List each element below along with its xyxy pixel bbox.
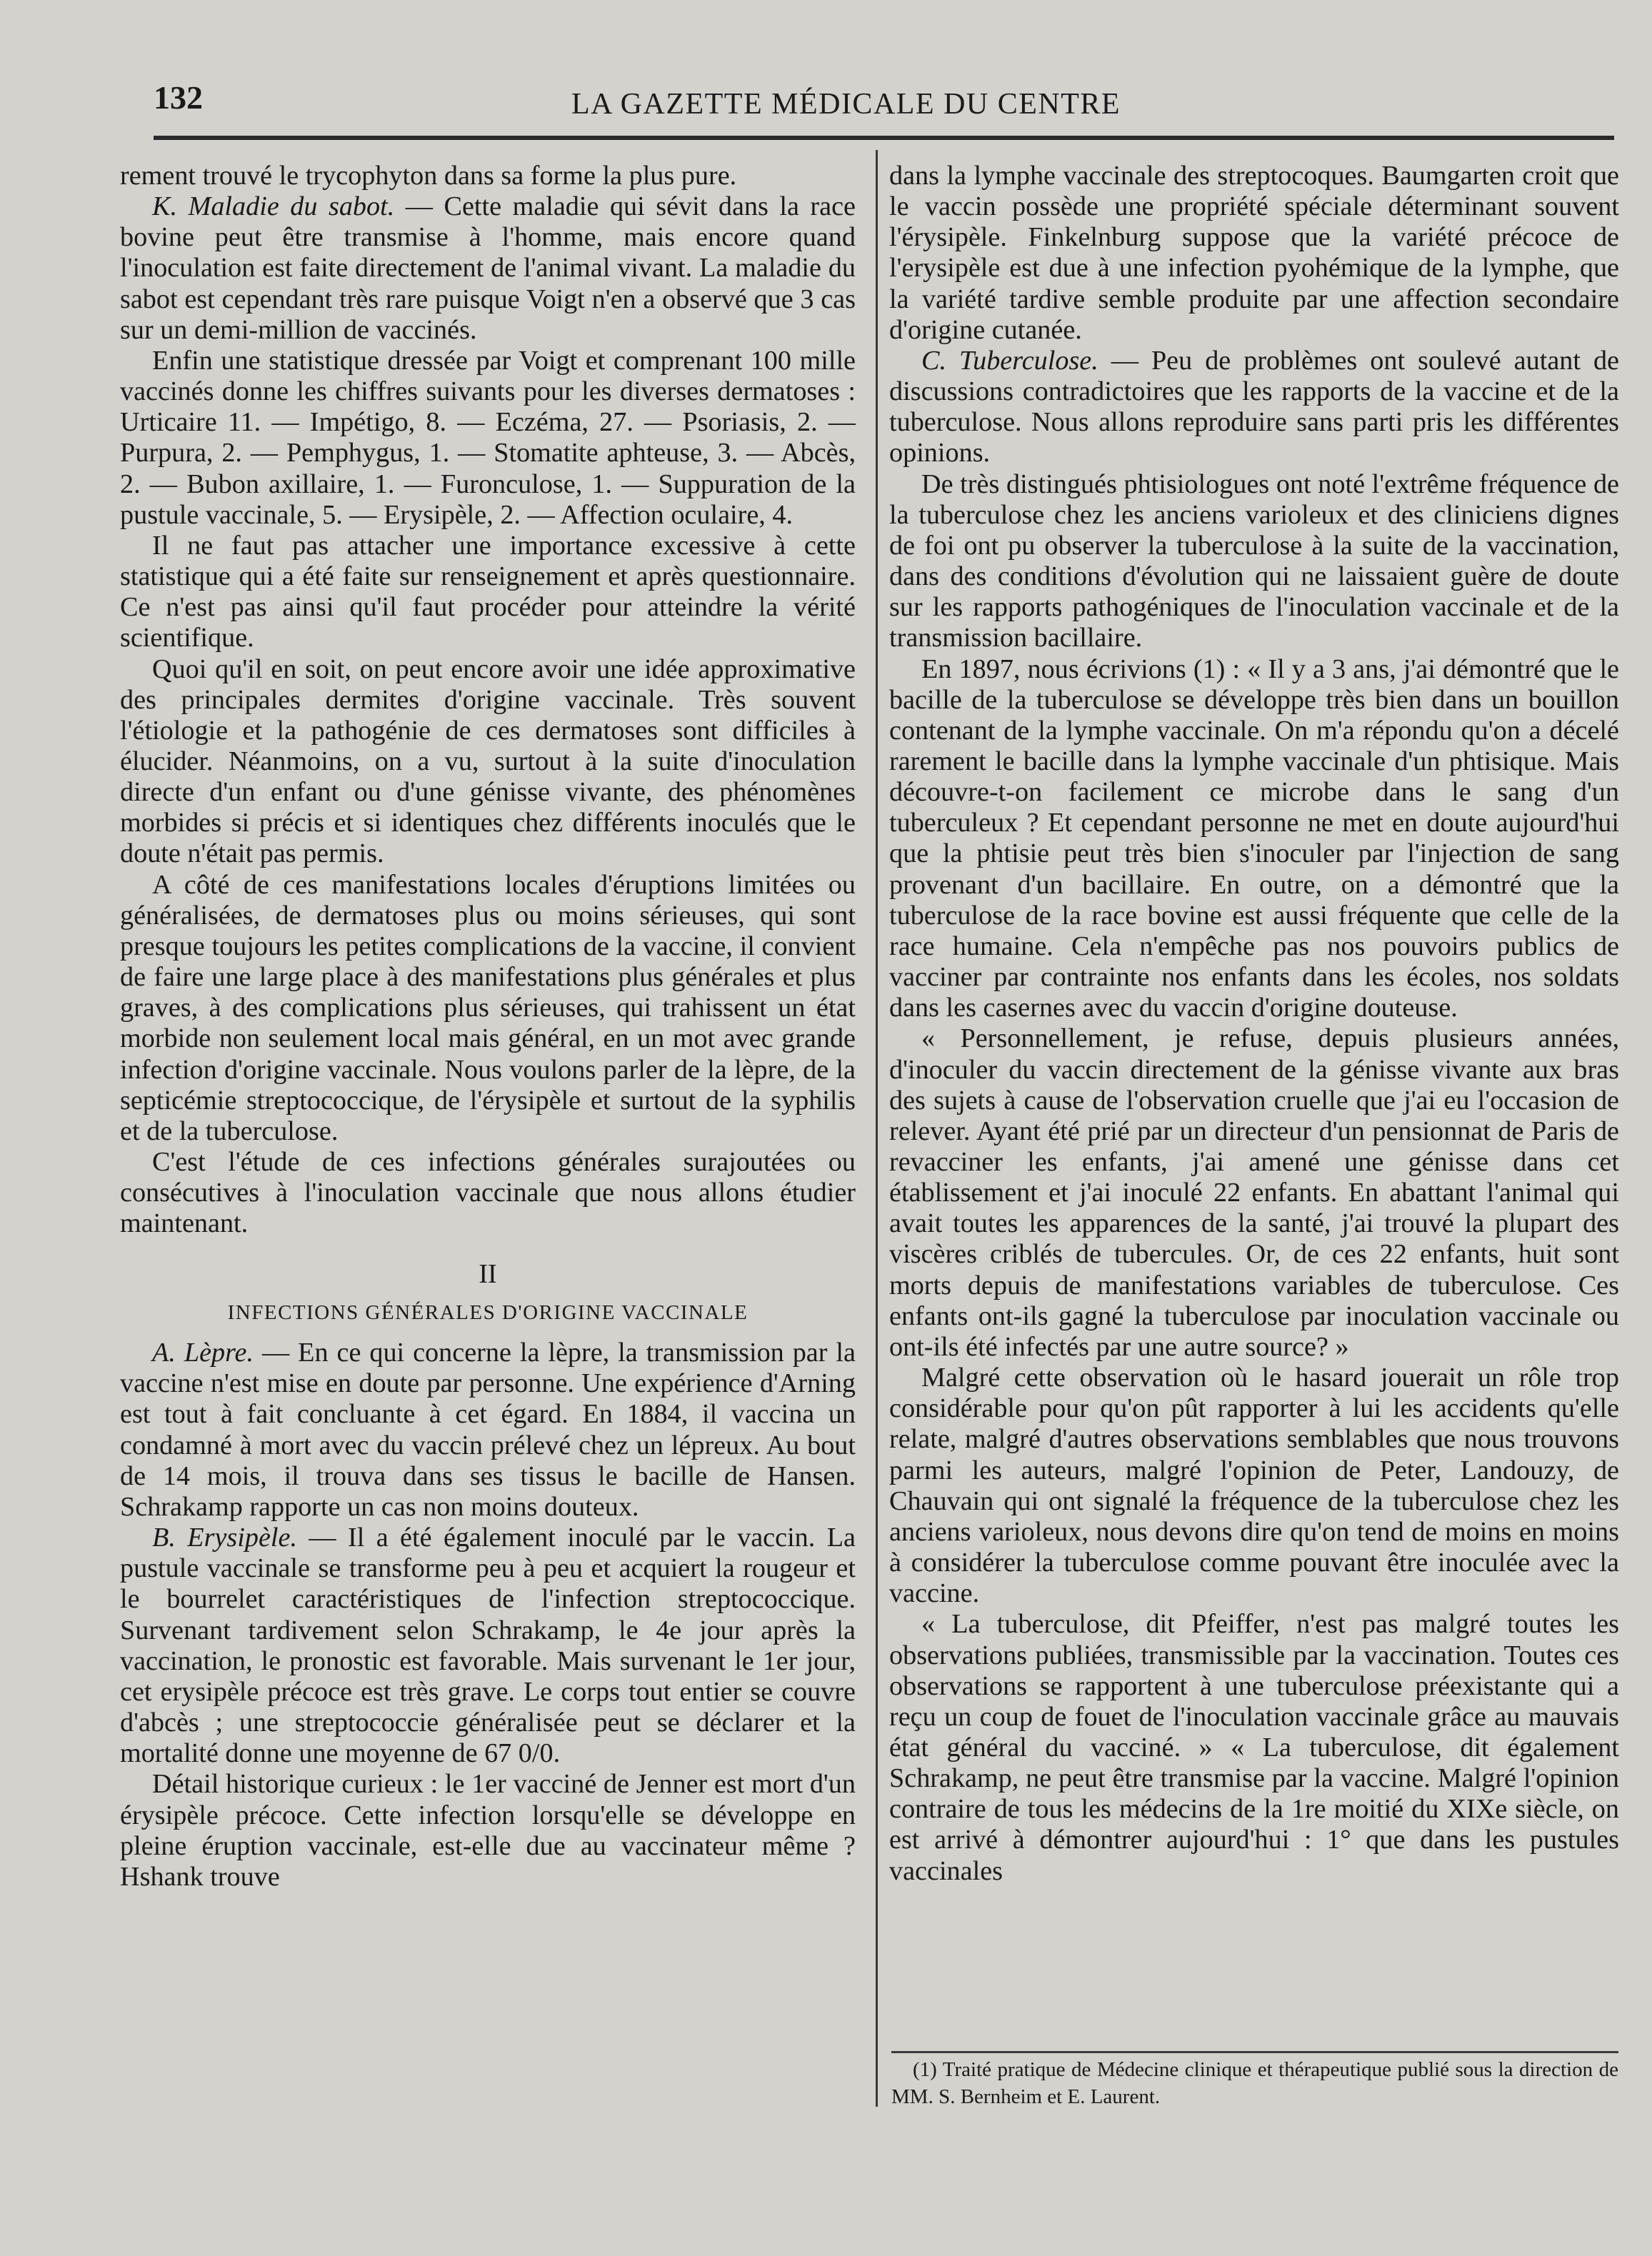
paragraph-tuberculose bbox=[889, 346, 1619, 469]
paragraph: dans la lymphe vaccinale des streptocoques. Baumgarten croit que le vaccin possède une propriété spéciale déterminant souvent l'érysipèle. Finkelnburg suppose que la variété précoce de l'erysipèle est due à une infection pyohémique de la lymphe, que la variété tardive semble produite par une affection secondaire d'origine cutanée. bbox=[889, 161, 1619, 345]
paragraph-text: — Peu de problèmes ont soulevé autant de discussions contradictoires que les rapports de la vaccine et de la tuberculose. Nous allons reproduire sans parti pris les différentes opinions. bbox=[889, 345, 1619, 468]
paragraph: Malgré cette observation où le hasard jouerait un rôle trop considérable pour qu'on pût rapporter à lui les accidents qu'elle relate, malgré d'autres observations semblables que nous trouvons parmi les auteurs, malgré l'opinion de Peter, Landouzy, de Chauvain qui ont signalé la fréquence de la tuberculose chez les anciens varioleux, nous devons dire qu'on tend de moins en moins à considérer la tuberculose comme pouvant être inoculée avec la vaccine. bbox=[889, 1363, 1619, 1609]
column-divider bbox=[876, 150, 878, 2107]
paragraph-erysipele bbox=[120, 1523, 856, 1769]
right-column bbox=[889, 161, 1619, 1887]
section-number: II bbox=[479, 1259, 497, 1290]
footnote bbox=[891, 2057, 1618, 2110]
paragraph: « La tuberculose, dit Pfeiffer, n'est pas malgré toutes les observations publiées, transmissible par la vaccination. Toutes ces observations se rapportent à une tuberculose préexistante qui a reçu un coup de fouet de l'inoculation vaccinale grâce au mauvais état général du vacciné. » « La tuberculose, dit également Schrakamp, ne peut être transmise par la vaccine. Malgré l'opinion contraire de tous les médecins de la 1re moitié du XIXe siècle, on est arrivé à démontrer aujourd'hui : 1° que dans les pustules vaccinales bbox=[889, 1609, 1619, 1886]
page-header bbox=[154, 79, 1614, 140]
paragraph-text: — Il a été également inoculé par le vaccin. La pustule vaccinale se transforme peu à peu et acquiert la rougeur et le bourrelet caractéristiques de l'infection streptococcique. Survenant tardivement selon Schrakamp, le 4e jour après la vaccination, le pronostic est favorable. Mais survenant le 1er jour, cet erysipèle précoce est très grave. Le corps tout entier se couvre d'abcès ; une streptococcie généralisée peut se déclarer et la mortalité donne une moyenne de 67 0/0. bbox=[120, 1523, 856, 1769]
paragraph: Détail historique curieux : le 1er vacciné de Jenner est mort d'un érysipèle précoce. Cette infection lorsqu'elle se développe en pleine éruption vaccinale, est-elle due au vaccinateur même ? Hshank trouve bbox=[120, 1769, 856, 1892]
paragraph-text: — En ce qui concerne la lèpre, la transmission par la vaccine n'est mise en doute par personne. Une expérience d'Arning est tout à fait concluante à cet égard. En 1884, il vaccina un condamné à mort avec du vaccin prélevé chez un lépreux. Au bout de 14 mois, il trouva dans ses tissus le bacille de Hansen. Schrakamp rapporte un cas non moins douteux. bbox=[120, 1338, 856, 1522]
paragraph: Quoi qu'il en soit, on peut encore avoir une idée approximative des principales dermites d'origine vaccinale. Très souvent l'étiologie et la pathogénie de ces dermatoses sont difficiles à élucider. Néanmoins, on a vu, surtout à la suite d'inoculation directe d'un enfant ou d'une génisse vivante, des phénomènes morbides si précis et si identiques chez différents inoculés que le doute n'était pas permis. bbox=[120, 653, 856, 869]
paragraph: A côté de ces manifestations locales d'éruptions limitées ou généralisées, de dermatoses plus ou moins sérieuses, qui sont presque toujours les petites complications de la vaccine, il convient de faire une large place à des manifestations plus générales et plus graves, à des complications plus sérieuses, qui trahissent un état morbide non seulement local mais général, en un mot avec grande infection d'origine vaccinale. Nous voulons parler de la lèpre, de la septicémie streptococcique, de l'érysipèle et surtout de la syphilis et de la tuberculose. bbox=[120, 869, 856, 1146]
paragraph-lepre bbox=[120, 1338, 856, 1523]
paragraph-maladie-du-sabot bbox=[120, 191, 856, 346]
subsection-heading: B. Erysipèle. bbox=[152, 1523, 298, 1553]
left-column bbox=[120, 161, 856, 1892]
footnote-rule bbox=[891, 2051, 1618, 2053]
paragraph: « Personnellement, je refuse, depuis plusieurs années, d'inoculer du vaccin directement de la génisse vivante aux bras des sujets à cause de l'observation cruelle que j'ai eu l'occasion de relever. Ayant été prié par un directeur d'un pensionnat de Paris de revacciner les enfants, j'ai amené une génisse dans cet établissement et j'ai inoculé 22 enfants. En abattant l'animal qui avait toutes les apparences de la santé, j'ai trouvé la plupart des viscères criblés de tubercules. Or, de ces 22 enfants, huit sont morts depuis de manifestations variables de tuberculose. Ces enfants ont-ils gagné la tuberculose par inoculation vaccinale ou ont-ils été infectés par une autre source? » bbox=[889, 1023, 1619, 1362]
journal-title: LA GAZETTE MÉDICALE DU CENTRE bbox=[571, 88, 1121, 121]
paragraph-text: — Cette maladie qui sévit dans la race bovine peut être transmise à l'homme, mais encore quand l'inoculation est faite directement de l'animal vivant. La maladie du sabot est cependant très rare puisque Voigt n'en a observé que 3 cas sur un demi-million de vaccinés. bbox=[120, 191, 856, 345]
section-title: INFECTIONS GÉNÉRALES D'ORIGINE VACCINALE bbox=[227, 1301, 749, 1325]
subsection-heading: A. Lèpre. bbox=[152, 1338, 254, 1368]
paragraph: Enfin une statistique dressée par Voigt et comprenant 100 mille vaccinés donne les chiffres suivants pour les diverses dermatoses : Urticaire 11. — Impétigo, 8. — Eczéma, 27. — Psoriasis, 2. — Purpura, 2. — Pemphygus, 1. — Stomatite aphteuse, 3. — Abcès, 2. — Bubon axillaire, 1. — Furonculose, 1. — Suppuration de la pustule vaccinale, 5. — Erysipèle, 2. — Affection oculaire, 4. bbox=[120, 345, 856, 530]
paragraph: De très distingués phtisiologues ont noté l'extrême fréquence de la tuberculose chez les anciens varioleux et des cliniciens dignes de foi ont pu observer la tuberculose à la suite de la vaccination, dans des conditions d'évolution qui ne laissaient guère de doute sur les rapports pathogéniques de l'inoculation vaccinale et de la transmission bacillaire. bbox=[889, 468, 1619, 653]
paragraph: C'est l'étude de ces infections générales surajoutées ou consécutives à l'inoculation vaccinale que nous allons étudier maintenant. bbox=[120, 1147, 856, 1239]
subsection-heading: C. Tuberculose. bbox=[921, 345, 1098, 376]
footnote-text: (1) Traité pratique de Médecine clinique et thérapeutique publié sous la direction de MM. S. Bernheim et E. Laurent. bbox=[891, 2058, 1618, 2108]
subsection-heading: K. Maladie du sabot. bbox=[152, 191, 395, 222]
paragraph: rement trouvé le trycophyton dans sa forme la plus pure. bbox=[120, 161, 737, 191]
paragraph: En 1897, nous écrivions (1) : « Il y a 3 ans, j'ai démontré que le bacille de la tuberculose se développe très bien dans un bouillon contenant de la lymphe vaccinale. On m'a répondu qu'on a décelé rarement le bacille dans la lymphe vaccinale d'un phtisique. Mais découvre-t-on facilement ce microbe dans le sang d'un tuberculeux ? Et cependant personne ne met en doute aujourd'hui que la phtisie peut très bien s'inoculer par l'injection de sang provenant d'un bacillaire. En outre, on a démontré que la tuberculose de la race bovine est aussi fréquente que celle de la race humaine. Cela n'empêche pas nos pouvoirs publics de vacciner par contrainte nos enfants dans les écoles, nos soldats dans les casernes avec du vaccin d'origine douteuse. bbox=[889, 653, 1619, 1023]
page-number: 132 bbox=[154, 79, 203, 116]
paragraph: Il ne faut pas attacher une importance excessive à cette statistique qui a été faite sur renseignement et après questionnaire. Ce n'est pas ainsi qu'il faut procéder pour atteindre la vérité scientifique. bbox=[120, 530, 856, 653]
